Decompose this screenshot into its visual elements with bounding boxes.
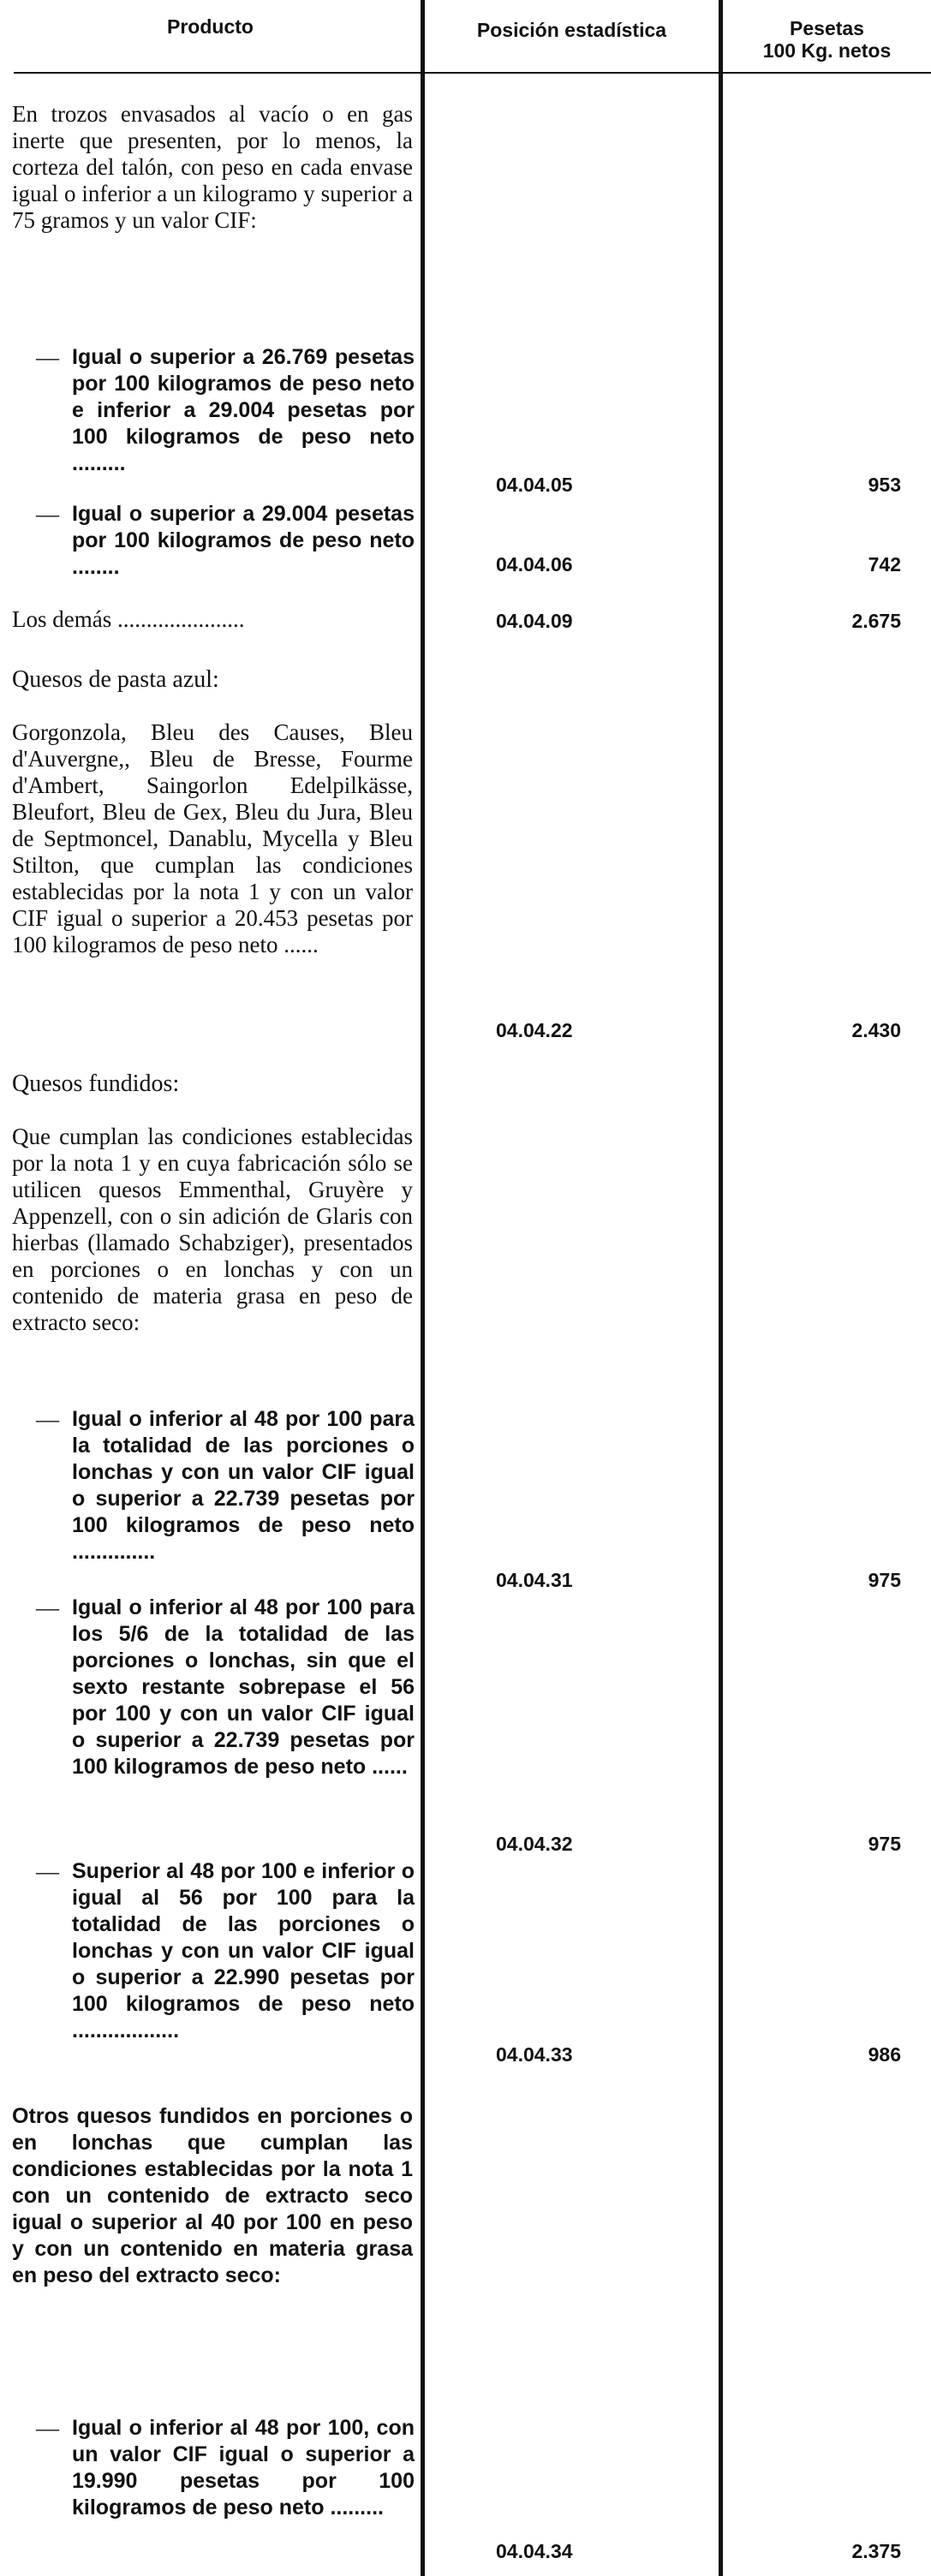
column-rule-right bbox=[719, 0, 723, 2576]
header-posicion-estadistica: Posición estadística bbox=[476, 19, 667, 41]
column-rule-left bbox=[421, 0, 425, 2576]
pesetas-value: 953 bbox=[868, 474, 901, 496]
header-underline bbox=[425, 72, 719, 74]
item-text: Superior al 48 por 100 e inferior o igual al 56 por 100 para la totalidad de las porciones o lonchas y con un valor CIF igual o superior a 22.990 pesetas por 100 kilogramos de peso neto .................. bbox=[72, 1859, 415, 2042]
dash-bullet: — bbox=[36, 1595, 59, 1620]
envasados-intro: En trozos envasados al vacío o en gas inerte que presenten, por lo menos, la corteza del talón, con peso en cada envase igual o inferior a un kilogramo y superior a 75 gramos y un valor CIF: bbox=[12, 101, 413, 233]
list-item bbox=[38, 1858, 415, 2044]
los-demas-text: Los demás ...................... bbox=[12, 606, 245, 632]
header-pesetas bbox=[723, 17, 931, 62]
header-producto: Producto bbox=[167, 15, 254, 38]
pasta-azul-title: Quesos de pasta azul: bbox=[12, 666, 219, 693]
pesetas-value: 2.375 bbox=[851, 2540, 901, 2562]
posicion-code: 04.04.06 bbox=[496, 553, 573, 575]
fundidos-intro: Que cumplan las condiciones establecidas por la nota 1 y en cuya fabricación sólo se utilicen quesos Emmenthal, Gruyère y Appenzell, con o sin adición de Glaris con hierbas (llamado Schabziger), presentados en porciones o en lonchas y con un contenido de materia grasa en peso de extracto seco: bbox=[12, 1124, 413, 1335]
otros-intro: Otros quesos fundidos en porciones o en lonchas que cumplan las condiciones establecidas por la nota 1 con un contenido de extracto seco igual o superior al 40 por 100 en peso y con un contenido en materia grasa en peso del extracto seco: bbox=[12, 2104, 413, 2287]
header-underline bbox=[723, 72, 931, 74]
posicion-code: 04.04.05 bbox=[496, 474, 573, 496]
dash-bullet: — bbox=[36, 1406, 59, 1432]
item-text: Igual o superior a 26.769 pesetas por 100 kilogramos de peso neto e inferior a 29.004 pesetas por 100 kilogramos de peso neto ......... bbox=[72, 345, 415, 475]
dash-bullet: — bbox=[36, 2415, 59, 2441]
list-item bbox=[38, 1595, 415, 1780]
dash-bullet: — bbox=[36, 1858, 59, 1884]
pesetas-value: 2.675 bbox=[851, 610, 901, 632]
item-text: Igual o inferior al 48 por 100 para la totalidad de las porciones o lonchas y con un valor CIF igual o superior a 22.739 pesetas por 100 kilogramos de peso neto .............. bbox=[72, 1407, 415, 1564]
header-underline bbox=[14, 72, 421, 74]
posicion-code: 04.04.31 bbox=[496, 1569, 573, 1591]
posicion-code: 04.04.32 bbox=[496, 1833, 573, 1855]
list-item bbox=[38, 344, 415, 477]
list-item bbox=[38, 2415, 415, 2521]
pesetas-value: 2.430 bbox=[851, 1019, 901, 1041]
header-pesetas-label: Pesetas bbox=[790, 17, 864, 39]
list-item bbox=[38, 501, 415, 581]
dash-bullet: — bbox=[36, 344, 59, 370]
pasta-azul-text: Gorgonzola, Bleu des Causes, Bleu d'Auvergne,, Bleu de Bresse, Fourme d'Ambert, Saingorlon Edelpilkässe, Bleufort, Bleu de Gex, Bleu du Jura, Bleu de Septmoncel, Danablu, Mycella y Bleu Stilton, que cumplan las condiciones establecidas por la nota 1 y con un valor CIF igual o superior a 20.453 pesetas por 100 kilogramos de peso neto ...... bbox=[12, 719, 413, 957]
pesetas-value: 975 bbox=[868, 1569, 901, 1591]
pesetas-value: 975 bbox=[868, 1833, 901, 1855]
item-text: Igual o inferior al 48 por 100 para los 5/6 de la totalidad de las porciones o lonchas, sin que el sexto restante sobrepase el 56 por 100 y con un valor CIF igual o superior a 22.739 pesetas por 100 kilogramos de peso neto ...... bbox=[72, 1595, 415, 1779]
header-pesetas-unit: 100 Kg. netos bbox=[762, 39, 892, 62]
dash-bullet: — bbox=[36, 501, 59, 527]
posicion-code: 04.04.22 bbox=[496, 1019, 573, 1041]
pesetas-value: 742 bbox=[868, 553, 901, 575]
list-item bbox=[38, 1406, 415, 1565]
posicion-code: 04.04.34 bbox=[496, 2540, 573, 2562]
posicion-code: 04.04.33 bbox=[496, 2043, 573, 2066]
posicion-code: 04.04.09 bbox=[496, 610, 573, 632]
pesetas-value: 986 bbox=[868, 2043, 901, 2066]
item-text: Igual o superior a 29.004 pesetas por 100 kilogramos de peso neto ........ bbox=[72, 502, 415, 579]
fundidos-title: Quesos fundidos: bbox=[12, 1070, 180, 1097]
item-text: Igual o inferior al 48 por 100, con un valor CIF igual o superior a 19.990 pesetas por 100 kilogramos de peso neto ......... bbox=[72, 2416, 415, 2519]
